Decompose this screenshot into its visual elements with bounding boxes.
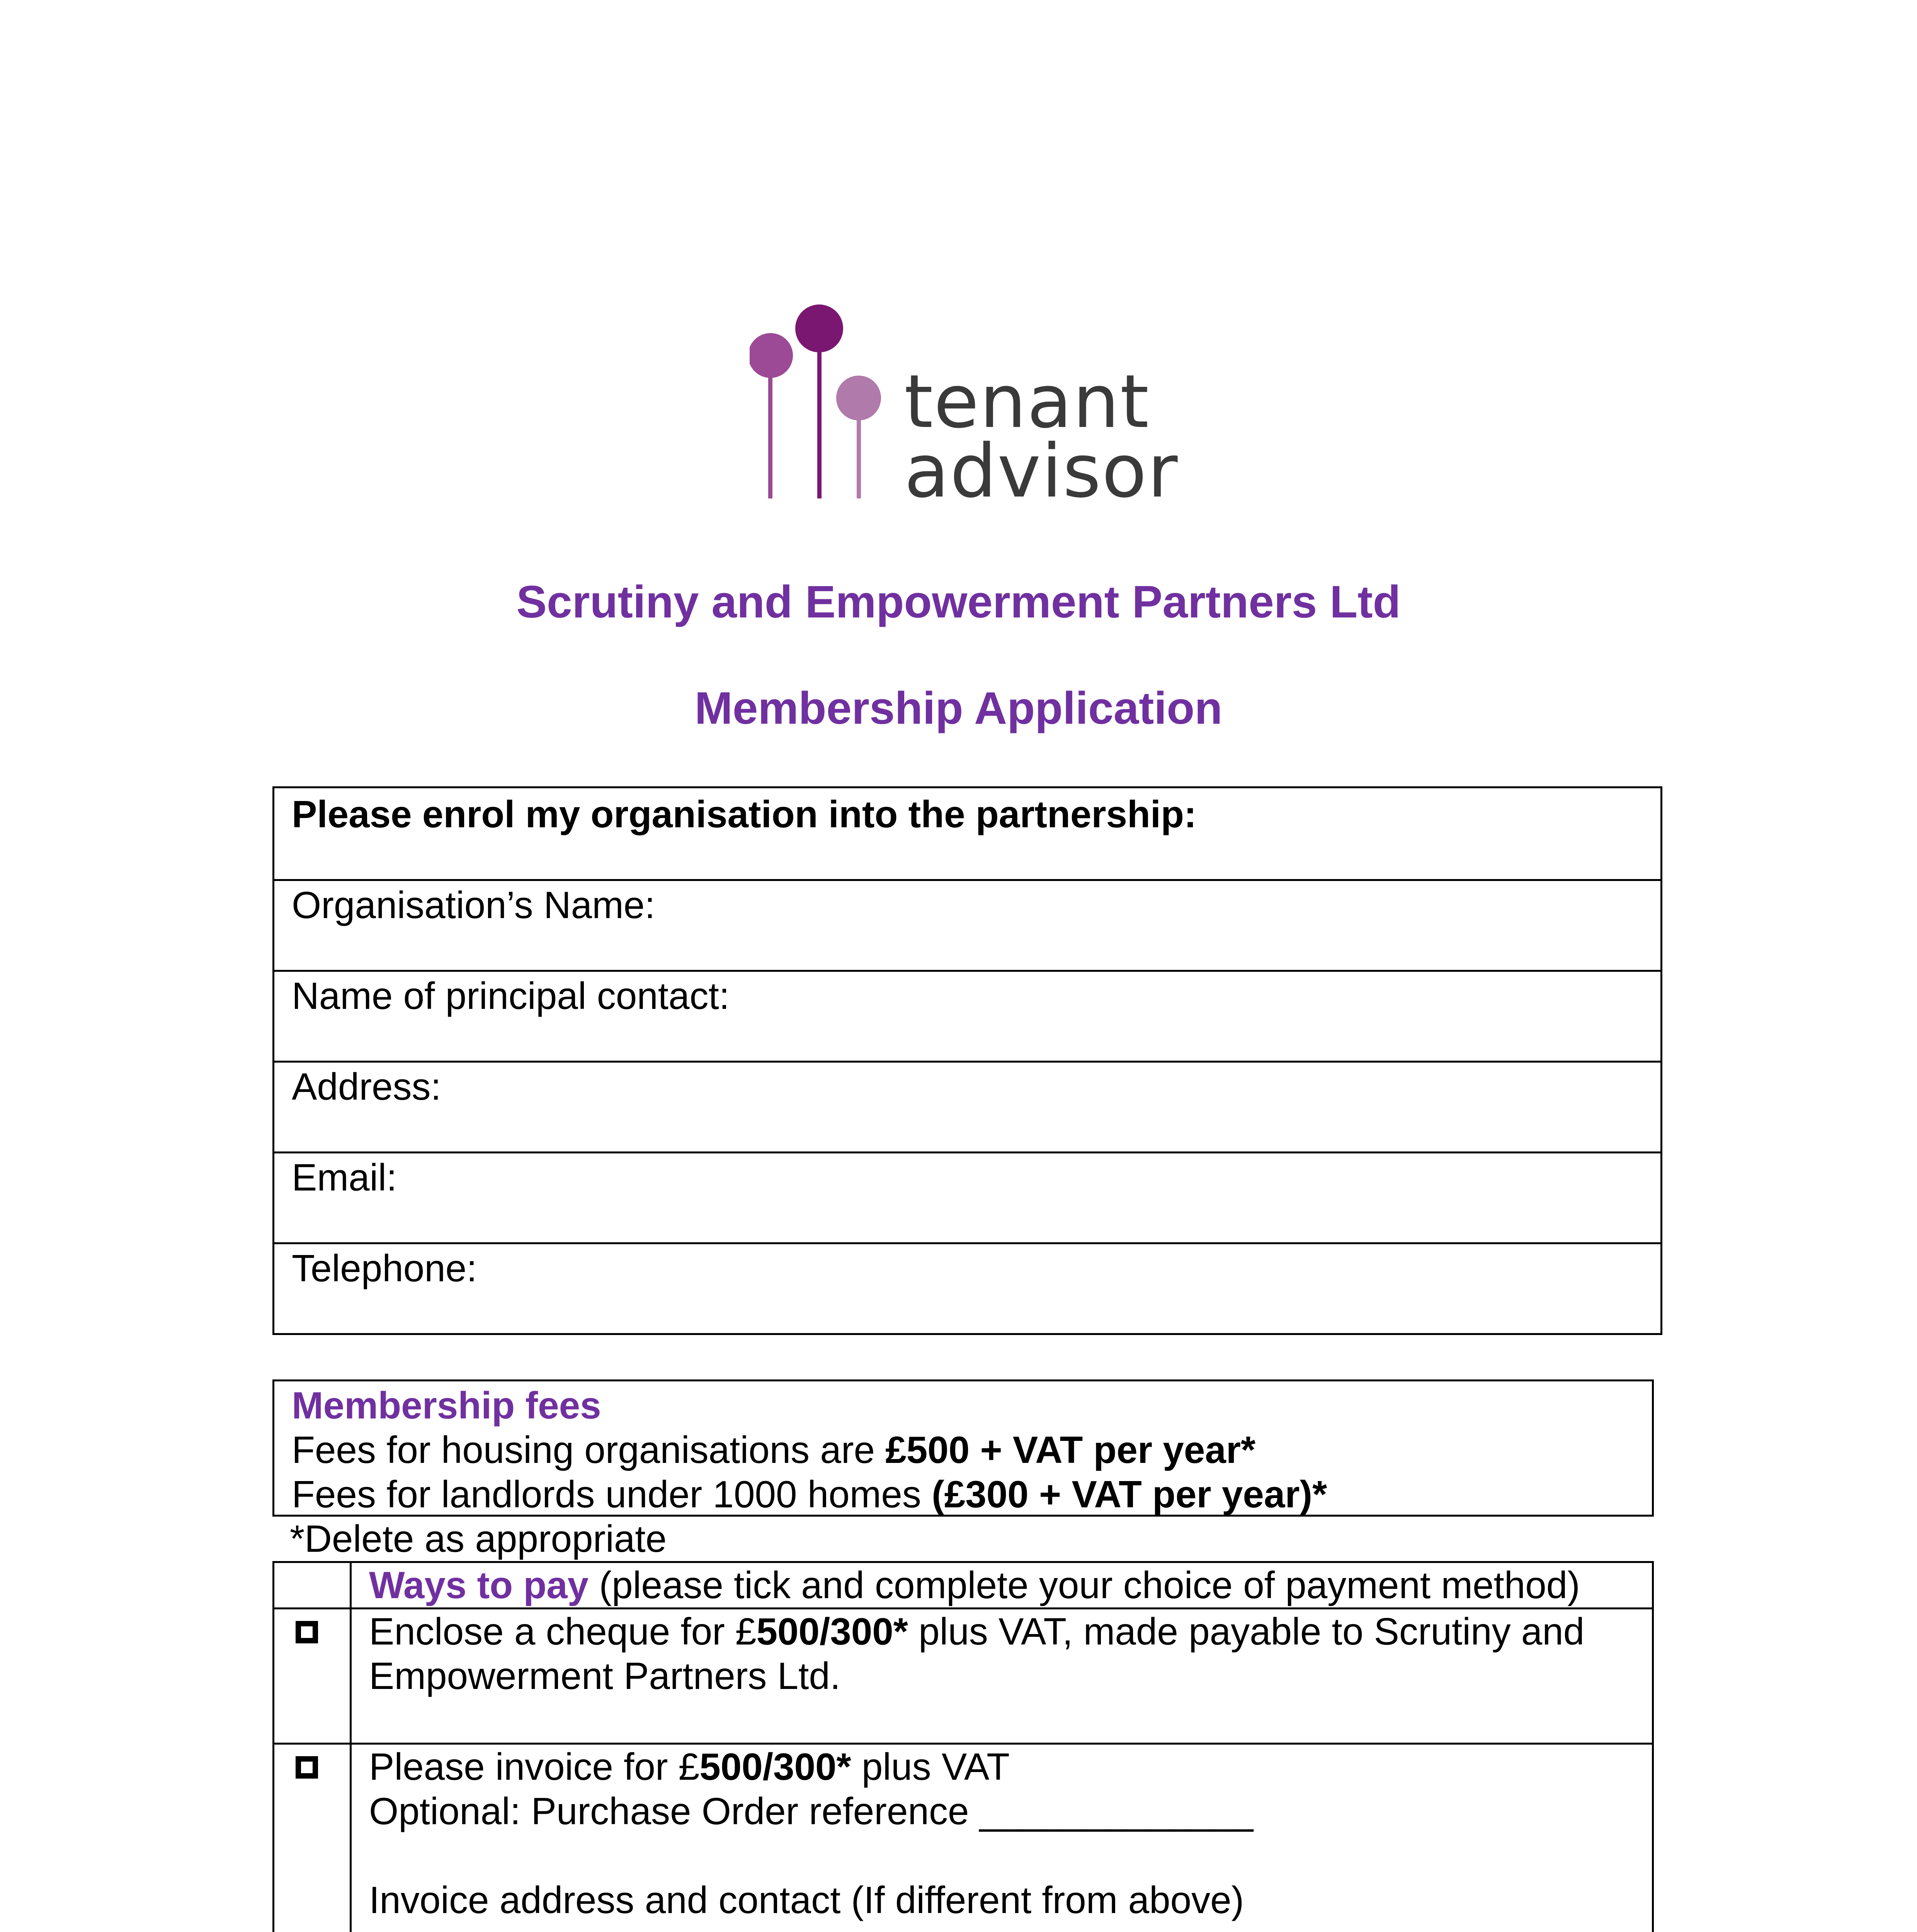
- tenant-advisor-logo: [750, 301, 1182, 514]
- logo-text-tenant: tenant: [904, 359, 1150, 444]
- cheque-option-line2: Empowerment Partners Ltd.: [369, 1655, 841, 1697]
- fees-housing-line: [292, 1428, 1255, 1473]
- fees-landlord-line: [292, 1472, 1327, 1517]
- document-subtitle: Membership Application: [694, 683, 1223, 734]
- cheque-option-row: [274, 1607, 1652, 1743]
- email-row[interactable]: [274, 1151, 1660, 1242]
- telephone-label: Telephone:: [292, 1247, 477, 1289]
- purchase-order-field[interactable]: Optional: Purchase Order reference _____________: [369, 1790, 1254, 1832]
- fees-heading: Membership fees: [292, 1384, 601, 1427]
- invoice-checkbox[interactable]: [296, 1756, 318, 1779]
- invoice-option-row: [274, 1743, 1652, 1932]
- fees-landlord-amount: (£300 + VAT per year)*: [932, 1473, 1327, 1515]
- cheque-text-rest: plus VAT, made payable to Scrutiny and: [908, 1610, 1585, 1653]
- invoice-address-label: Invoice address and contact (If different from above): [369, 1879, 1244, 1921]
- cheque-amount: 500/300*: [756, 1610, 908, 1653]
- invoice-amount: 500/300*: [699, 1745, 851, 1788]
- pay-heading-line: [369, 1563, 1580, 1608]
- cheque-text: Enclose a cheque for £: [369, 1610, 757, 1653]
- pay-heading: Ways to pay: [369, 1564, 589, 1606]
- enrol-table: [272, 786, 1662, 1335]
- delete-note: *Delete as appropriate: [290, 1517, 667, 1560]
- cheque-checkbox[interactable]: [296, 1621, 318, 1643]
- telephone-row[interactable]: [274, 1242, 1660, 1333]
- principal-contact-row[interactable]: [274, 970, 1660, 1061]
- payment-table: [272, 1561, 1654, 1932]
- address-label: Address:: [292, 1065, 441, 1108]
- address-row[interactable]: [274, 1061, 1660, 1151]
- principal-contact-label: Name of principal contact:: [292, 975, 730, 1017]
- cheque-option-line1: [369, 1609, 1584, 1654]
- pay-heading-note: (please tick and complete your choice of payment method): [589, 1564, 1580, 1606]
- fees-housing-text: Fees for housing organisations are: [292, 1429, 886, 1471]
- email-label: Email:: [292, 1156, 397, 1199]
- invoice-text: Please invoice for £: [369, 1745, 700, 1788]
- fees-housing-amount: £500 + VAT per year*: [885, 1429, 1256, 1471]
- document-title: Scrutiny and Empowerment Partners Ltd: [516, 577, 1401, 628]
- logo-mark-icon: [750, 301, 904, 502]
- org-name-label: Organisation’s Name:: [292, 884, 655, 926]
- logo-text-advisor: advisor: [904, 429, 1179, 514]
- enrol-header: Please enrol my organisation into the partnership:: [292, 793, 1197, 835]
- invoice-text-rest: plus VAT: [851, 1745, 1010, 1788]
- invoice-option-line1: [369, 1745, 1010, 1789]
- fees-box: [272, 1379, 1654, 1517]
- fees-landlord-text: Fees for landlords under 1000 homes: [292, 1473, 932, 1515]
- org-name-row[interactable]: [274, 879, 1660, 970]
